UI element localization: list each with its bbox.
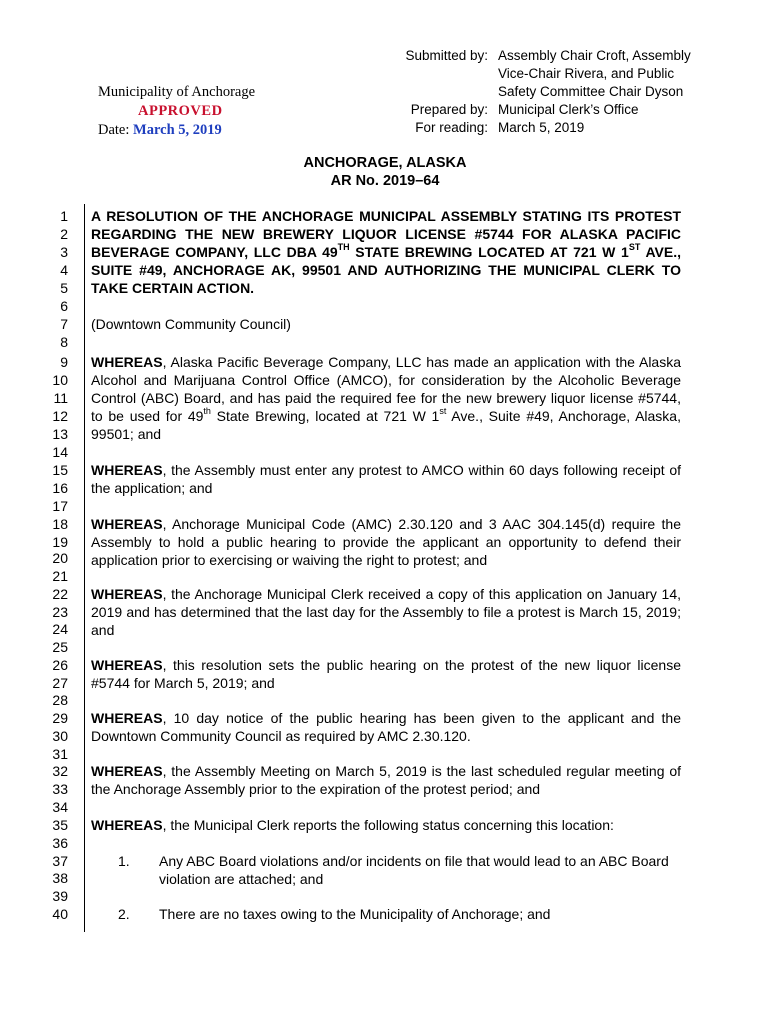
submitted-by-line: Assembly Chair Croft, Assembly: [498, 48, 691, 63]
line-number: 4: [60, 262, 68, 278]
whereas-keyword: WHEREAS: [91, 657, 163, 673]
prepared-by-value: Municipal Clerk’s Office: [498, 102, 639, 117]
whereas-clause-4: [91, 585, 681, 639]
stamp-date-label: Date:: [98, 122, 130, 138]
line-number: 40: [52, 906, 68, 922]
clause-text: , the Anchorage Municipal Clerk received a copy of this application on January 14, 2019 and has determined that the last day for the Assembly to file a protest is March 15, 2019; and: [91, 586, 681, 638]
line-number: 11: [53, 390, 68, 406]
whereas-keyword: WHEREAS: [91, 586, 163, 602]
line-number: 22: [52, 586, 68, 602]
line-number: 26: [52, 657, 68, 673]
line-number: 39: [52, 888, 68, 904]
clause-text: , the Municipal Clerk reports the following status concerning this location:: [162, 817, 614, 833]
whereas-keyword: WHEREAS: [91, 354, 163, 370]
line-number: 12: [52, 408, 68, 424]
submitted-by-line: Vice-Chair Rivera, and Public: [498, 66, 675, 81]
stamp-date: [98, 120, 222, 140]
line-number: 35: [52, 817, 68, 833]
submitted-by-line: Safety Committee Chair Dyson: [498, 84, 684, 99]
whereas-clause-1: [91, 353, 681, 443]
resolution-title: [91, 207, 681, 297]
line-number: 27: [52, 675, 68, 691]
line-number: 7: [60, 316, 68, 332]
line-number: 38: [52, 870, 68, 886]
clause-superscript: st: [439, 406, 447, 417]
clause-text: , the Assembly must enter any protest to AMCO within 60 days following receipt of the application; and: [91, 462, 681, 496]
clause-superscript: th: [203, 406, 211, 417]
line-number: 19: [52, 534, 68, 550]
clause-text: , the Assembly Meeting on March 5, 2019 is the last scheduled regular meeting of the Anchorage Assembly prior to the expiration of the protest period; and: [91, 763, 681, 797]
whereas-clause-3: [91, 515, 681, 569]
clause-text: , Alaska Pacific Beverage Company, LLC has made an application with the Alaska Alcohol and Marijuana Control Office (AMCO), for consideration by the Alcoholic Beverage Control (ABC) Board, and has paid the required fee for the new brewery liquor license #5744, to be used for 49: [91, 354, 681, 424]
clause-text: , this resolution sets the public hearing on the protest of the new liquor license #5744 for March 5, 2019; and: [91, 657, 681, 691]
line-number: 20: [52, 550, 68, 566]
line-number: 14: [52, 444, 68, 460]
title-superscript: ST: [628, 242, 641, 253]
whereas-keyword: WHEREAS: [91, 710, 163, 726]
line-number: 13: [52, 426, 68, 442]
title-part: A RESOLUTION OF THE ANCHORAGE MUNICIPAL ASSEMBLY STATING ITS PROTEST REGARDING THE NEW BREWERY LIQUOR LICENSE #5744 FOR ALASKA PACIFIC BEVERAGE COMPANY, LLC DBA 49: [91, 208, 681, 260]
status-item-text: Any ABC Board violations and/or incidents on file that would lead to an ABC Board violation are attached; and: [159, 853, 669, 887]
whereas-clause-6: [91, 709, 681, 745]
line-number: 32: [52, 763, 68, 779]
line-number: 34: [52, 799, 68, 815]
title-part: AVE., SUITE #49, ANCHORAGE AK, 99501 AND AUTHORIZING THE MUNICIPAL CLERK TO TAKE CERTAIN ACTION.: [91, 244, 681, 296]
line-number: 37: [52, 853, 68, 869]
doc-number: AR No. 2019–64: [330, 173, 440, 189]
line-number: 5: [60, 280, 68, 296]
status-item-number: 1.: [118, 853, 130, 869]
line-number: 6: [60, 298, 68, 314]
line-number: 28: [52, 692, 68, 708]
submitted-by-value: [498, 47, 691, 101]
whereas-clause-5: [91, 656, 681, 692]
stamp-approved: APPROVED: [138, 103, 223, 119]
line-number: 23: [52, 604, 68, 620]
status-item: [91, 852, 681, 888]
whereas-clause-2: [91, 461, 681, 497]
clause-text: , Anchorage Municipal Code (AMC) 2.30.120 and 3 AAC 304.145(d) require the Assembly to hold a public hearing to provide the applicant an opportunity to defend their application prior to exercising or waiving the right to protest; and: [91, 516, 681, 568]
doc-place: ANCHORAGE, ALASKA: [303, 155, 467, 171]
line-number: 31: [52, 746, 68, 762]
line-number: 36: [52, 835, 68, 851]
line-number: 2: [60, 226, 68, 242]
line-number: 33: [52, 781, 68, 797]
for-reading-label: For reading:: [415, 120, 488, 135]
line-number: 24: [52, 621, 68, 637]
line-number: 16: [52, 480, 68, 496]
line-number: 15: [52, 462, 68, 478]
title-part: STATE BREWING LOCATED AT 721 W 1: [349, 244, 629, 260]
prepared-by-label: Prepared by:: [410, 102, 488, 117]
whereas-keyword: WHEREAS: [91, 462, 163, 478]
line-number: 25: [52, 639, 68, 655]
stamp-municipality: Municipality of Anchorage: [98, 84, 256, 100]
status-item-number: 2.: [118, 906, 130, 922]
whereas-keyword: WHEREAS: [91, 817, 163, 833]
line-number: 29: [52, 710, 68, 726]
line-number: 17: [52, 498, 68, 514]
line-number: 21: [52, 568, 68, 584]
line-number: 3: [60, 244, 68, 260]
for-reading-value: March 5, 2019: [498, 120, 585, 135]
stamp-date-value: March 5, 2019: [133, 122, 222, 138]
clause-text: State Brewing, located at 721 W 1: [210, 408, 440, 424]
status-item: [91, 905, 681, 923]
whereas-keyword: WHEREAS: [91, 516, 163, 532]
line-number: 8: [60, 334, 68, 350]
title-superscript: TH: [337, 242, 350, 253]
submitted-by-label: Submitted by:: [405, 48, 488, 63]
council-name: (Downtown Community Council): [91, 316, 291, 332]
line-number: 18: [52, 516, 68, 532]
clause-text: , 10 day notice of the public hearing has been given to the applicant and the Downtown Community Council as required by AMC 2.30.120.: [91, 710, 681, 744]
line-number: 1: [60, 208, 68, 224]
whereas-clause-7: [91, 762, 681, 798]
whereas-clause-8: [91, 816, 681, 834]
clause-text: Ave., Suite #49, Anchorage, Alaska, 99501; and: [91, 408, 681, 442]
margin-rule: [84, 204, 85, 932]
status-item-text: There are no taxes owing to the Municipality of Anchorage; and: [159, 906, 551, 922]
line-number: 9: [60, 354, 68, 370]
whereas-keyword: WHEREAS: [91, 763, 163, 779]
line-number: 10: [52, 372, 68, 388]
line-number: 30: [52, 728, 68, 744]
